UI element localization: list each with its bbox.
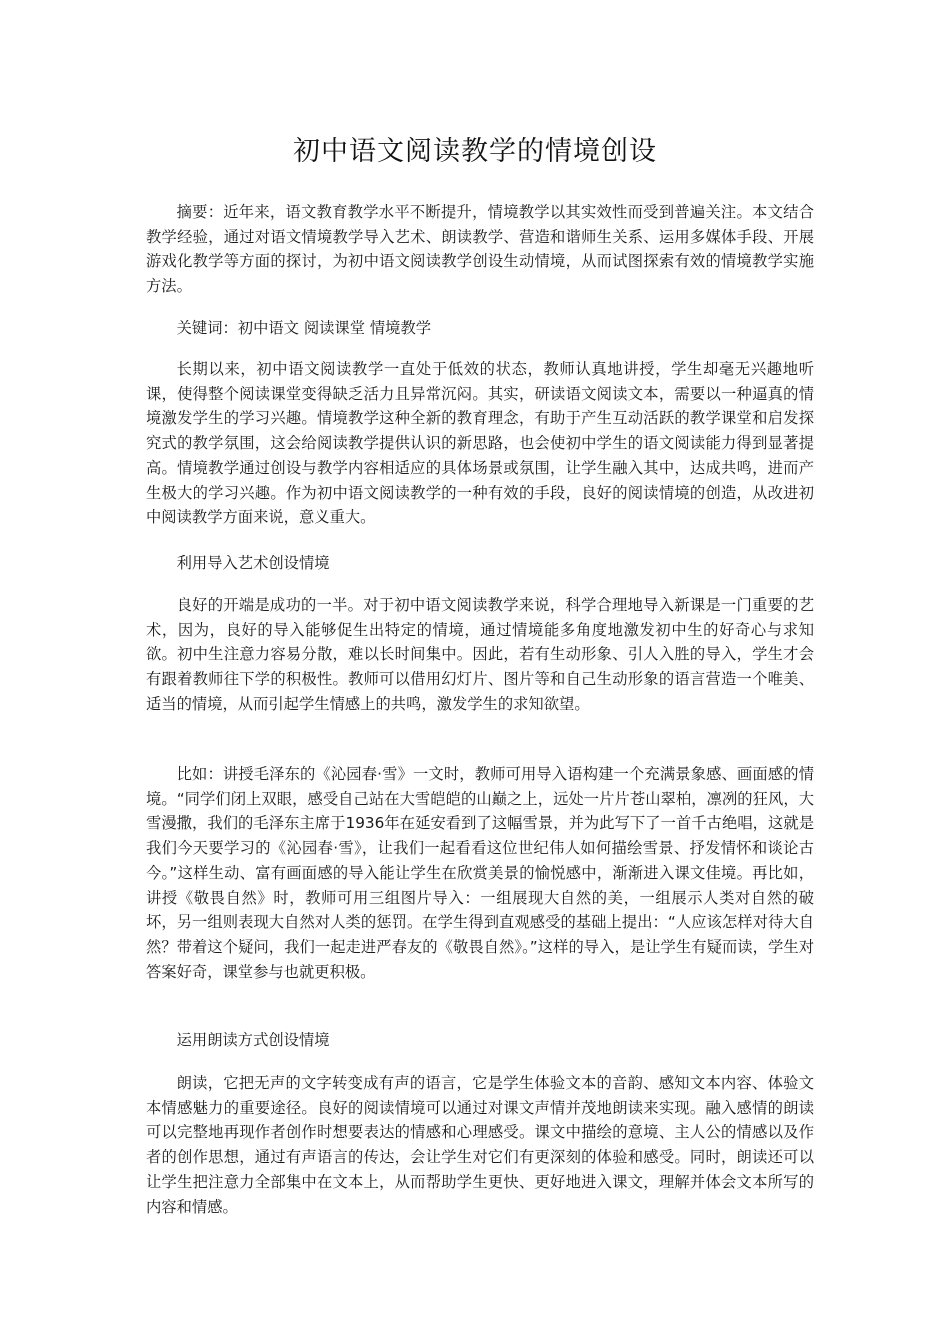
abstract-paragraph: 摘要：近年来，语文教育教学水平不断提升，情境教学以其实效性而受到普遍关注。本文结合教学经验，通过对语文情境教学导入艺术、朗读教学、营造和谐师生关系、运用多媒体手段、开展游戏化教学等方面的探讨，为初中语文阅读教学创设生动情境，从而试图探索有效的情境教学实施方法。 [146, 203, 814, 296]
section2-paragraph-1: 朗读，它把无声的文字转变成有声的语言，它是学生体验文本的音韵、感知文本内容、体验文本情感魅力的重要途径。良好的阅读情境可以通过对课文声情并茂地朗读来实现。融入感情的朗读可以完整地再现作者创作时想要表达的情感和心理感受。课文中描绘的意境、主人公的情感以及作者的创作思想，通过有声语言的传达，会让学生对它们有更深刻的体验和感受。同时，朗读还可以让学生把注意力全部集中在文本上，从而帮助学生更快、更好地进入课文，理解并体会文本所写的内容和情感。 [146, 1074, 814, 1216]
section1-paragraph-1: 良好的开端是成功的一半。对于初中语文阅读教学来说，科学合理地导入新课是一门重要的艺术，因为，良好的导入能够促生出特定的情境，通过情境能多角度地激发初中生的好奇心与求知欲。初中生注意力容易分散，难以长时间集中。因此，若有生动形象、引人入胜的导入，学生才会有跟着教师往下学的积极性。教师可以借用幻灯片、图片等和自己生动形象的语言营造一个唯美、适当的情境，从而引起学生情感上的共鸣，激发学生的求知欲望。 [146, 596, 814, 713]
document-title: 初中语文阅读教学的情境创设 [293, 136, 657, 167]
section-heading-reading-aloud: 运用朗读方式创设情境 [176, 1031, 330, 1049]
intro-paragraph: 长期以来，初中语文阅读教学一直处于低效的状态，教师认真地讲授，学生却毫无兴趣地听课，使得整个阅读课堂变得缺乏活力且异常沉闷。其实，研读语文阅读文本，需要以一种逼真的情境激发学生的学习兴趣。情境教学这种全新的教育理念，有助于产生互动活跃的教学课堂和启发探究式的教学氛围，这会给阅读教学提供认识的新思路，也会使初中学生的语文阅读能力得到显著提高。情境教学通过创设与教学内容相适应的具体场景或氛围，让学生融入其中，达成共鸣，进而产生极大的学习兴趣。作为初中语文阅读教学的一种有效的手段，良好的阅读情境的创造，从改进初中阅读教学方面来说，意义重大。 [146, 360, 814, 527]
section1-paragraph-2: 比如：讲授毛泽东的《沁园春·雪》一文时，教师可用导入语构建一个充满景象感、画面感的情境。“同学们闭上双眼，感受自己站在大雪皑皑的山巅之上，远处一片片苍山翠柏，凛冽的狂风，大雪漫撒，我们的毛泽东主席于1936年在延安看到了这幅雪景，并为此写下了一首千古绝唱，这就是我们今天要学习的《沁园春·雪》，让我们一起看看这位世纪伟人如何描绘雪景、抒发情怀和谈论古今。”这样生动、富有画面感的导入能让学生在欣赏美景的愉悦感中，渐渐进入课文佳境。再比如，讲授《敬畏自然》时，教师可用三组图片导入：一组展现大自然的美，一组展示人类对自然的破坏，另一组则表现大自然对人类的惩罚。在学生得到直观感受的基础上提出：“人应该怎样对待大自然？带着这个疑问，我们一起走进严春友的《敬畏自然》。”这样的导入，是让学生有疑而读，学生对答案好奇，课堂参与也就更积极。 [146, 765, 814, 981]
section-heading-intro-art: 利用导入艺术创设情境 [176, 554, 330, 572]
keywords-line: 关键词：初中语文 阅读课堂 情境教学 [176, 319, 432, 337]
